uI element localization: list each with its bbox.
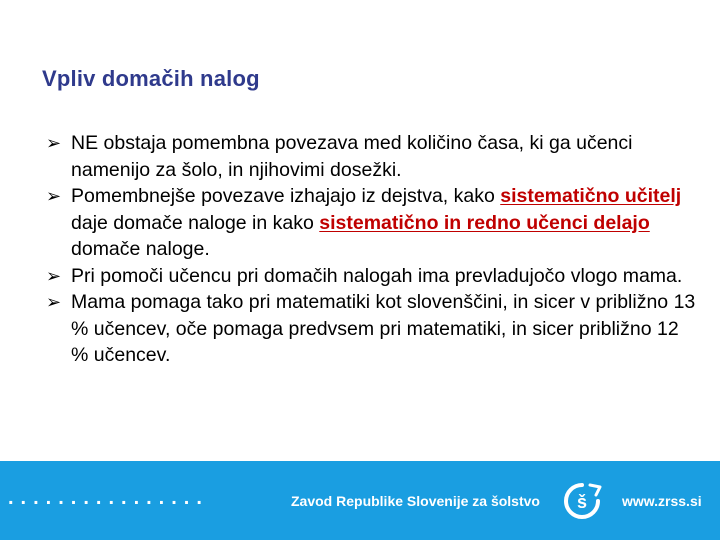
highlighted-text: sistematično učitelj [500, 185, 682, 207]
slide-title: Vpliv domačih nalog [42, 66, 260, 91]
bullet-text: domače naloge. [71, 238, 210, 260]
bullet-item [46, 263, 696, 290]
bullet-text: Pomembnejše povezave izhajajo iz dejstva, kako [71, 185, 501, 207]
bullet-item [46, 130, 696, 183]
website-link[interactable]: www.zrss.si [622, 493, 702, 509]
highlighted-text: sistematično in redno učenci delajo [319, 211, 650, 234]
arrow-bullet-icon: ➢ [46, 292, 62, 312]
bullet-text: Mama pomaga tako pri matematiki kot slovenščini, in sicer v približno 13 % učencev, oče pomaga predvsem pri matematiki, in sicer približno 12 % učencev. [71, 291, 696, 366]
arrow-bullet-icon: ➢ [46, 186, 62, 206]
bullet-text: Pri pomoči učencu pri domačih nalogah ima prevladujočo vlogo mama. [71, 264, 683, 287]
bullet-item [46, 289, 696, 369]
zrss-logo-icon [560, 481, 604, 521]
footer-dots: ................ [8, 487, 209, 509]
bullet-list [46, 130, 696, 369]
arrow-bullet-icon: ➢ [46, 265, 62, 286]
bullet-text: NE obstaja pomembna povezava med količino časa, ki ga učenci namenijo za šolo, in njihovimi dosežki. [71, 132, 633, 181]
organization-name: Zavod Republike Slovenije za šolstvo [291, 493, 540, 509]
footer-bar [0, 461, 720, 540]
bullet-item [46, 183, 696, 263]
svg-text:š: š [576, 492, 588, 512]
arrow-bullet-icon: ➢ [46, 133, 62, 153]
bullet-text: daje domače naloge in kako [71, 211, 320, 234]
